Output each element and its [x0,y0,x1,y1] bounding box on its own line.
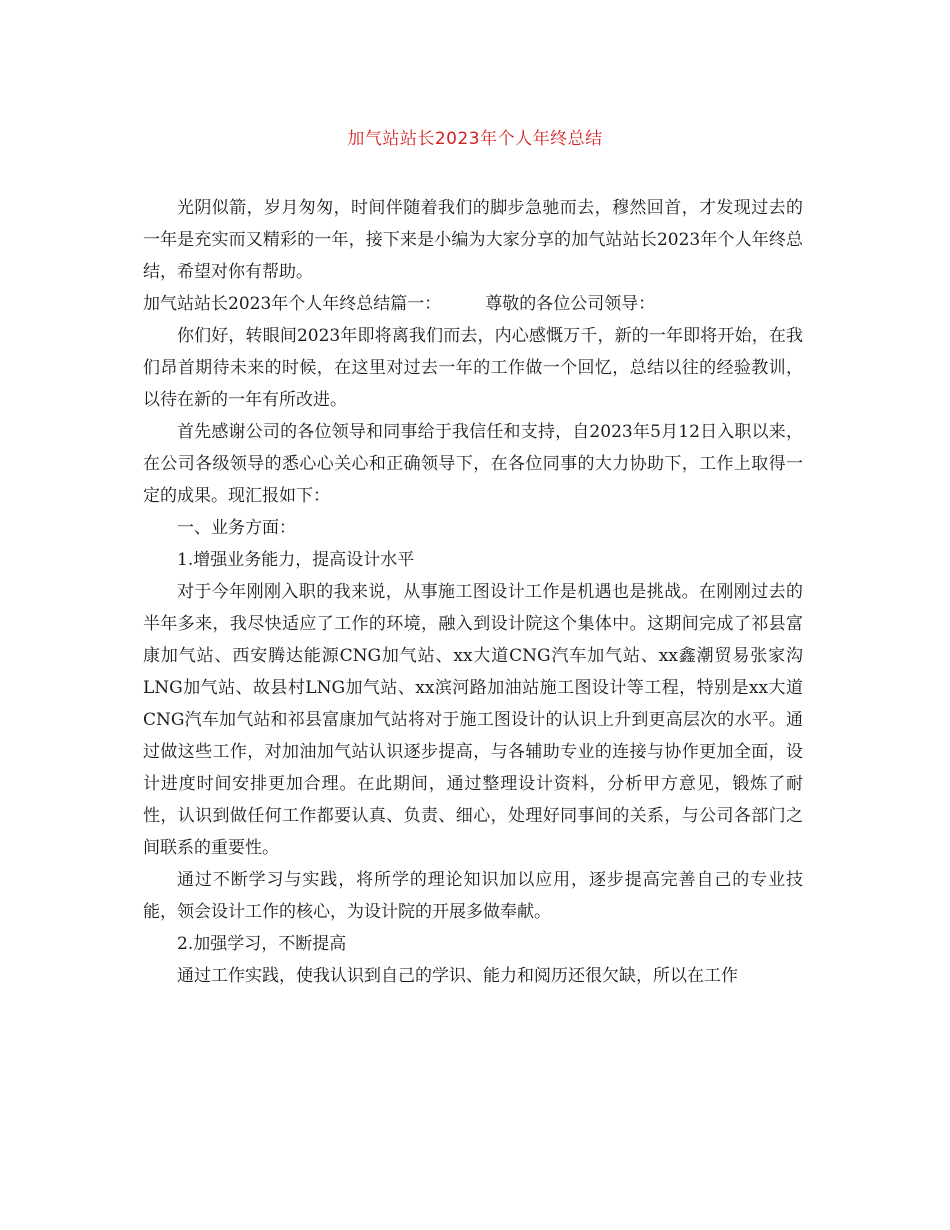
subheading-ability: 1.增强业务能力，提高设计水平 [177,550,415,570]
paragraph-design-work: 对于今年刚刚入职的我来说，从事施工图设计工作是机遇也是挑战。在刚刚过去的半年多来，我尽快适应了工作的环境，融入到设计院这个集体中。这期间完成了祁县富康加气站、西安腾达能源CNG加气站、xx大道CNG汽车加气站、xx鑫潮贸易张家沟LNG加气站、故县村LNG加气站、xx滨河路加油站施工图设计等工程，特别是xx大道CNG汽车加气站和祁县富康加气站将对于施工图设计的认识上升到更高层次的水平。通过做这些工作，对加油加气站认识逐步提高，与各辅助专业的连接与协作更加全面，设计进度时间安排更加合理。在此期间，通过整理设计资料，分析甲方意见，锻炼了耐性，认识到做任何工作都要认真、负责、细心，处理好同事间的关系，与公司各部门之间联系的重要性。 [143,582,803,858]
paragraph-intro: 光阴似箭，岁月匆匆，时间伴随着我们的脚步急驰而去，穆然回首，才发现过去的一年是充实而又精彩的一年，接下来是小编为大家分享的加气站站长2023年个人年终总结，希望对你有帮助。 [143,198,803,282]
paragraph-practice: 通过不断学习与实践，将所学的理论知识加以应用，逐步提高完善自己的专业技能，领会设计工作的核心，为设计院的开展多做奉献。 [143,870,803,922]
heading-business: 一、业务方面： [177,518,296,538]
document-title: 加气站站长2023年个人年终总结 [347,129,603,149]
paragraph-greeting: 你们好，转眼间2023年即将离我们而去，内心感慨万千，新的一年即将开始，在我们昂首期待未来的时候，在这里对过去一年的工作做一个回忆，总结以往的经验教训，以待在新的一年有所改进。 [143,326,803,410]
subheading-study: 2.加强学习，不断提高 [177,934,347,954]
salutation: 尊敬的各位公司领导： [485,294,656,314]
section-heading-line [143,288,803,320]
document-body [143,192,803,992]
section-heading: 加气站站长2023年个人年终总结篇一： [143,294,442,314]
paragraph-thanks: 首先感谢公司的各位领导和同事给于我信任和支持，自2023年5月12日入职以来，在公司各级领导的悉心心关心和正确领导下，在各位同事的大力协助下，工作上取得一定的成果。现汇报如下： [143,422,803,506]
paragraph-work-practice: 通过工作实践，使我认识到自己的学识、能力和阅历还很欠缺，所以在工作 [177,966,738,986]
